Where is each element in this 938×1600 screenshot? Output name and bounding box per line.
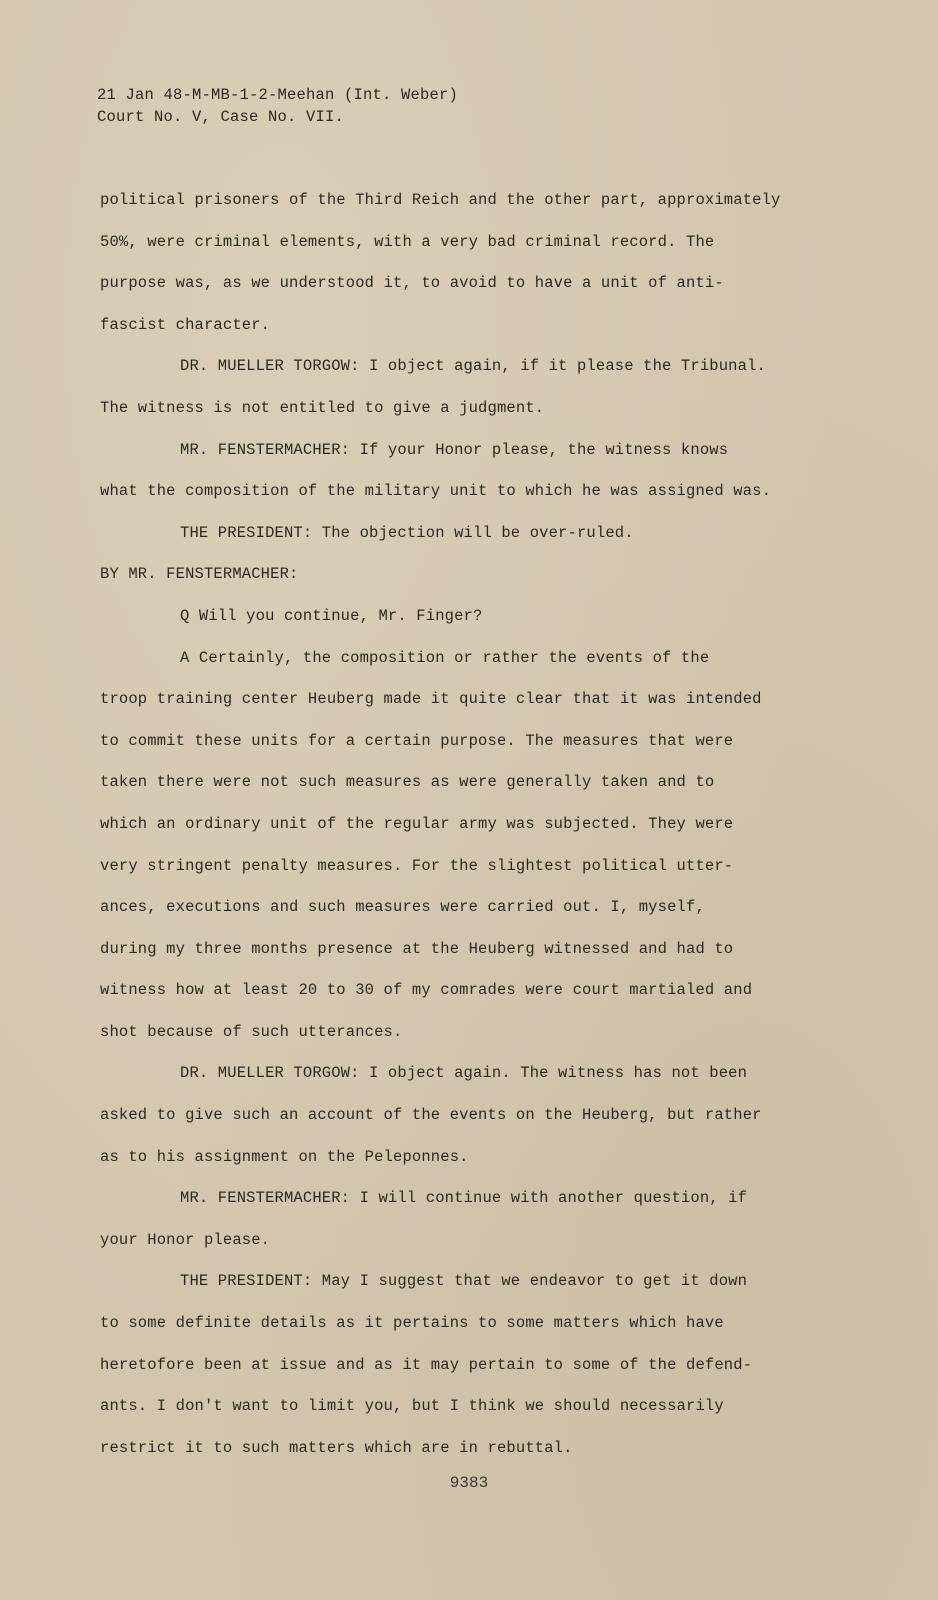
transcript-line: political prisoners of the Third Reich and the other part, approximately xyxy=(100,191,781,209)
transcript-line: as to his assignment on the Peleponnes. xyxy=(100,1147,469,1166)
transcript-body xyxy=(100,180,840,1469)
transcript-line: MR. FENSTERMACHER: If your Honor please, the witness knows xyxy=(180,440,729,459)
transcript-line: asked to give such an account of the events on the Heuberg, but rather xyxy=(100,1106,762,1125)
transcript-line: very stringent penalty measures. For the slightest political utter- xyxy=(100,856,734,875)
transcript-line: taken there were not such measures as were generally taken and to xyxy=(100,773,715,792)
transcript-line: to some definite details as it pertains to some matters which have xyxy=(100,1314,724,1333)
transcript-line: DR. MUELLER TORGOW: I object again, if it please the Tribunal. xyxy=(180,357,766,376)
transcript-line: witness how at least 20 to 30 of my comrades were court martialed and xyxy=(100,981,753,1000)
transcript-line: THE PRESIDENT: May I suggest that we endeavor to get it down xyxy=(180,1272,748,1291)
transcript-line: purpose was, as we understood it, to avoid to have a unit of anti- xyxy=(100,274,724,293)
transcript-line: A Certainly, the composition or rather the events of the xyxy=(180,648,710,667)
transcript-line: Q Will you continue, Mr. Finger? xyxy=(180,606,483,625)
transcript-line: ants. I don't want to limit you, but I think we should necessarily xyxy=(100,1397,724,1416)
page-number: 9383 xyxy=(449,1474,489,1492)
header-court-line: Court No. V, Case No. VII. xyxy=(97,108,345,126)
transcript-line: which an ordinary unit of the regular army was subjected. They were xyxy=(100,814,734,833)
transcript-line: 50%, were criminal elements, with a very bad criminal record. The xyxy=(100,232,715,251)
transcript-line: THE PRESIDENT: The objection will be over-ruled. xyxy=(180,523,634,542)
transcript-line: DR. MUELLER TORGOW: I object again. The witness has not been xyxy=(180,1064,748,1083)
transcript-line: during my three months presence at the Heuberg witnessed and had to xyxy=(100,939,734,958)
transcript-line: fascist character. xyxy=(100,315,271,334)
transcript-line: ances, executions and such measures were carried out. I, myself, xyxy=(100,898,705,917)
header-session-line: 21 Jan 48-M-MB-1-2-Meehan (Int. Weber) xyxy=(97,86,459,104)
transcript-line: BY MR. FENSTERMACHER: xyxy=(100,565,299,584)
transcript-line: MR. FENSTERMACHER: I will continue with another question, if xyxy=(180,1189,748,1208)
transcript-line: shot because of such utterances. xyxy=(100,1022,403,1041)
transcript-line: troop training center Heuberg made it quite clear that it was intended xyxy=(100,690,762,709)
transcript-line: restrict it to such matters which are in rebuttal. xyxy=(100,1438,573,1457)
transcript-line: what the composition of the military unit to which he was assigned was. xyxy=(100,482,772,501)
transcript-line: to commit these units for a certain purpose. The measures that were xyxy=(100,731,734,750)
transcript-line: your Honor please. xyxy=(100,1230,271,1249)
document-header xyxy=(97,84,458,128)
transcript-line: heretofore been at issue and as it may pertain to some of the defend- xyxy=(100,1355,753,1374)
transcript-line: The witness is not entitled to give a judgment. xyxy=(100,398,545,417)
